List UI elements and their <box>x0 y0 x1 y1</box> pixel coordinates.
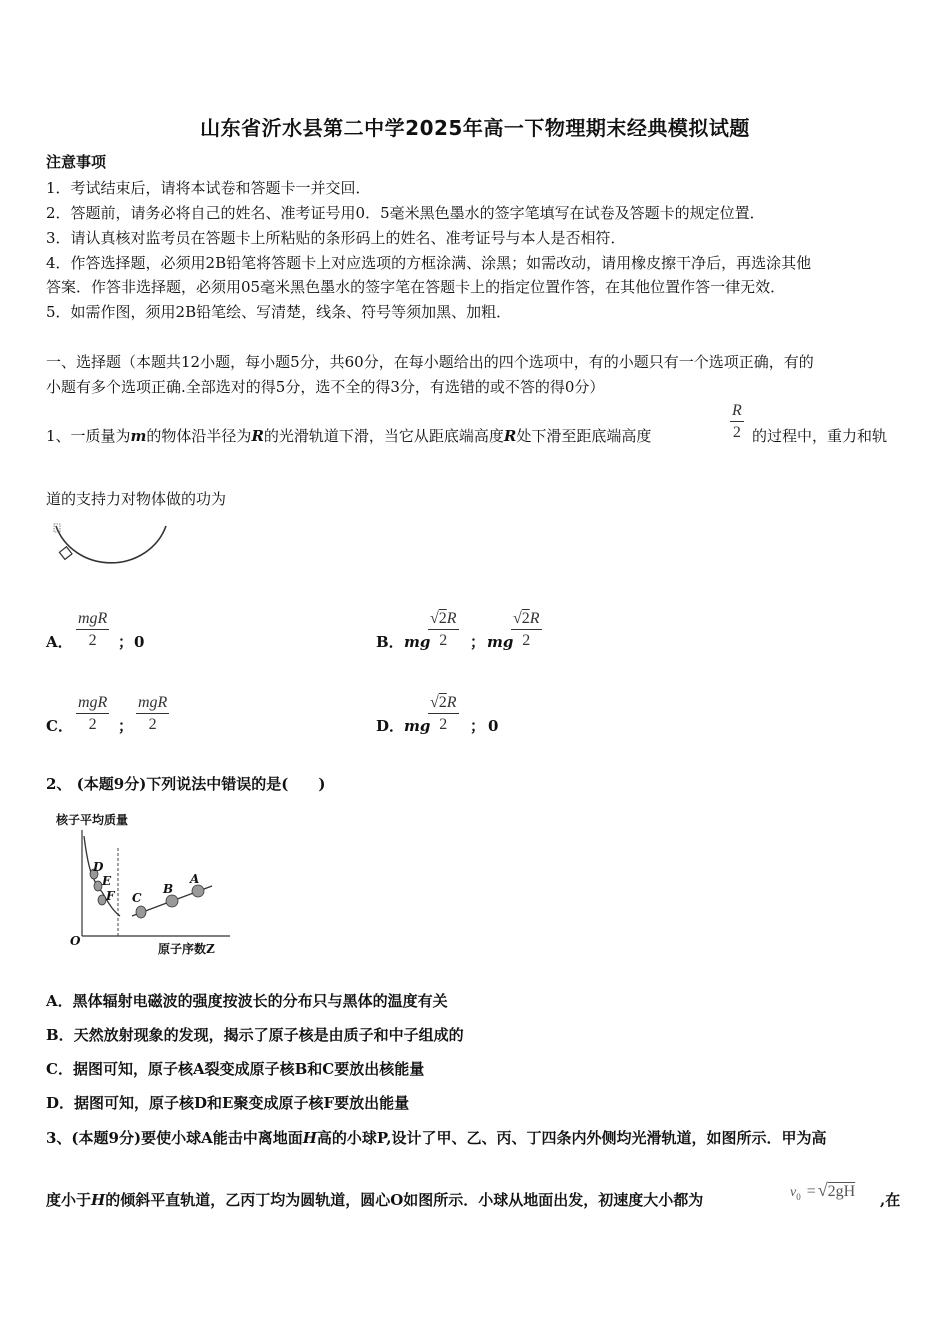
q1-option-a-sep: ； <box>118 633 134 651</box>
q1-text-a: 1、一质量为 <box>46 427 131 445</box>
label-d: D <box>93 860 104 874</box>
q1-text-d: 处下滑至距底端高度 <box>516 427 652 445</box>
fraction-denominator: 2 <box>88 716 97 733</box>
point-c <box>136 906 146 918</box>
point-a <box>192 885 204 897</box>
equals-sign: = <box>806 1183 816 1200</box>
q1-radius-symbol: R <box>251 427 264 445</box>
q3-height-symbol: H <box>302 1129 317 1147</box>
q1-option-b-mg1: mg <box>404 633 431 651</box>
fraction-numerator: √2R <box>428 694 459 714</box>
q1-option-a-tail: 0 <box>134 633 145 651</box>
q3-text-b: 高的小球P,设计了甲、乙、丙、丁四条内外侧均光滑轨道，如图所示．甲为高 <box>316 1129 827 1147</box>
q1-mass-symbol: m <box>130 427 147 445</box>
notice-item-2: 2．答题前，请务必将自己的姓名、准考证号用0．5毫米黑色墨水的签字笔填写在试卷及答题卡的规定位置． <box>46 204 765 222</box>
fraction-numerator: mgR <box>76 610 109 630</box>
q1-option-c-fraction-2 <box>136 694 169 734</box>
q1-option-d-fraction <box>428 694 459 734</box>
fraction-denominator: 2 <box>88 632 97 649</box>
q3-height-symbol-2: H <box>91 1191 106 1209</box>
fraction-denominator: 2 <box>439 716 448 733</box>
velocity-symbol: v <box>790 1185 797 1200</box>
q2-option-b[interactable]: B．天然放射现象的发现，揭示了原子核是由质子和中子组成的 <box>46 1026 464 1044</box>
q1-text-e: 的过程中，重力和轨 <box>752 427 888 445</box>
label-b: B <box>163 882 174 896</box>
fraction-numerator: √2R <box>511 610 542 630</box>
fraction-numerator: mgR <box>136 694 169 714</box>
semicircle-track <box>56 526 166 563</box>
q1-option-b-fraction-1 <box>428 610 459 650</box>
q3-text-a: 3、(本题9分)要使小球A能击中离地面 <box>46 1129 303 1147</box>
notice-item-5: 5．如需作图，须用2B铅笔绘、写清楚，线条、符号等须加黑、加粗． <box>46 303 512 321</box>
notice-item-3: 3．请认真核对监考员在答题卡上所粘贴的条形码上的姓名、准考证号与本人是否相符． <box>46 229 626 247</box>
q1-stem-line2: 道的支持力对物体做的功为 <box>46 490 227 508</box>
q2-stem: 2、 (本题9分)下列说法中错误的是( ) <box>46 775 326 793</box>
label-f: F <box>106 889 115 903</box>
q1-option-c-fraction-1 <box>76 694 109 734</box>
q2-option-a[interactable]: A．黑体辐射电磁波的强度按波长的分布只与黑体的温度有关 <box>46 992 448 1010</box>
q3-stem-line2 <box>46 1190 703 1210</box>
fraction-denominator: 2 <box>439 632 448 649</box>
q1-stem-line1 <box>46 426 651 446</box>
q1-option-a-fraction <box>76 610 109 650</box>
point-b <box>166 895 178 907</box>
q3-text-d: 的倾斜平直轨道，乙丙丁均为圆轨道，圆心O如图所示．小球从地面出发，初速度大小都为 <box>105 1191 704 1209</box>
q1-text-c: 的光滑轨道下滑，当它从距底端高度 <box>263 427 504 445</box>
point-f <box>98 895 106 905</box>
q2-nucleon-mass-figure <box>62 828 232 940</box>
q1-height-symbol: R <box>503 427 517 445</box>
q1-option-b-label[interactable]: B． <box>376 633 404 651</box>
q3-text-c: 度小于 <box>46 1191 92 1209</box>
q1-option-c-label[interactable]: C． <box>46 717 73 735</box>
notice-item-1: 1．考试结束后，请将本试卷和答题卡一并交回． <box>46 179 371 197</box>
notice-heading: 注意事项 <box>46 153 107 171</box>
section1-line2: 小题有多个选项正确.全部选对的得5分，选不全的得3分，有选错的或不答的得0分） <box>46 378 605 396</box>
q1-track-figure <box>50 520 175 586</box>
q1-half-radius-fraction <box>730 402 744 442</box>
velocity-subscript: 0 <box>796 1192 801 1203</box>
point-e <box>94 881 102 891</box>
q2-option-c[interactable]: C．据图可知，原子核A裂变成原子核B和C要放出核能量 <box>46 1060 425 1078</box>
q3-stem-line1 <box>46 1128 826 1148</box>
sliding-block <box>59 547 72 560</box>
q1-option-d-sep: ； <box>470 717 486 735</box>
q1-option-b-sep: ； <box>470 633 486 651</box>
notice-item-4-cont: 答案．作答非选择题，必须用05毫米黑色墨水的签字笔在答题卡上的指定位置作答，在其他位置作答一律无效． <box>46 278 786 296</box>
q1-option-d-mg1: mg <box>404 717 431 735</box>
fraction-denominator: 2 <box>522 632 531 649</box>
root-expression: 2gH <box>827 1183 856 1200</box>
label-c: C <box>132 891 142 905</box>
notice-item-4: 4．作答选择题，必须用2B铅笔将答题卡上对应选项的方框涂满、涂黑；如需改动，请用橡皮擦干净后，再选涂其他 <box>46 254 812 272</box>
q1-option-d-tail: 0 <box>488 717 499 735</box>
fraction-numerator: √2R <box>428 610 459 630</box>
q1-text-b: 的物体沿半径为 <box>146 427 252 445</box>
q1-option-d-label[interactable]: D． <box>376 717 405 735</box>
q1-option-a-label[interactable]: A． <box>46 633 73 651</box>
q1-option-b-fraction-2 <box>511 610 542 650</box>
q3-text-e: ,在 <box>880 1191 901 1209</box>
section1-line1: 一、选择题（本题共12小题，每小题5分，共60分，在每小题给出的四个选项中，有的小题只有一个选项正确，有的 <box>46 353 814 371</box>
q1-option-b-mg2: mg <box>487 633 514 651</box>
q2-figure-ylabel: 核子平均质量 <box>56 813 129 827</box>
label-e: E <box>102 874 112 888</box>
q2-option-d[interactable]: D．据图可知，原子核D和E聚变成原子核F要放出能量 <box>46 1094 410 1112</box>
label-a: A <box>190 872 200 886</box>
q3-initial-velocity-formula: $v_0 = √2gH$ <box>790 1180 856 1203</box>
q1-option-c-sep: ； <box>118 717 134 735</box>
fraction-denominator: 2 <box>732 424 741 441</box>
fraction-denominator: 2 <box>148 716 157 733</box>
figure-origin-label: O <box>70 934 81 948</box>
q2-figure-xlabel: 原子序数Z <box>158 942 215 956</box>
page-title: 山东省沂水县第二中学2025年高一下物理期末经典模拟试题 <box>200 116 750 140</box>
fraction-numerator: R <box>730 402 744 422</box>
fraction-numerator: mgR <box>76 694 109 714</box>
